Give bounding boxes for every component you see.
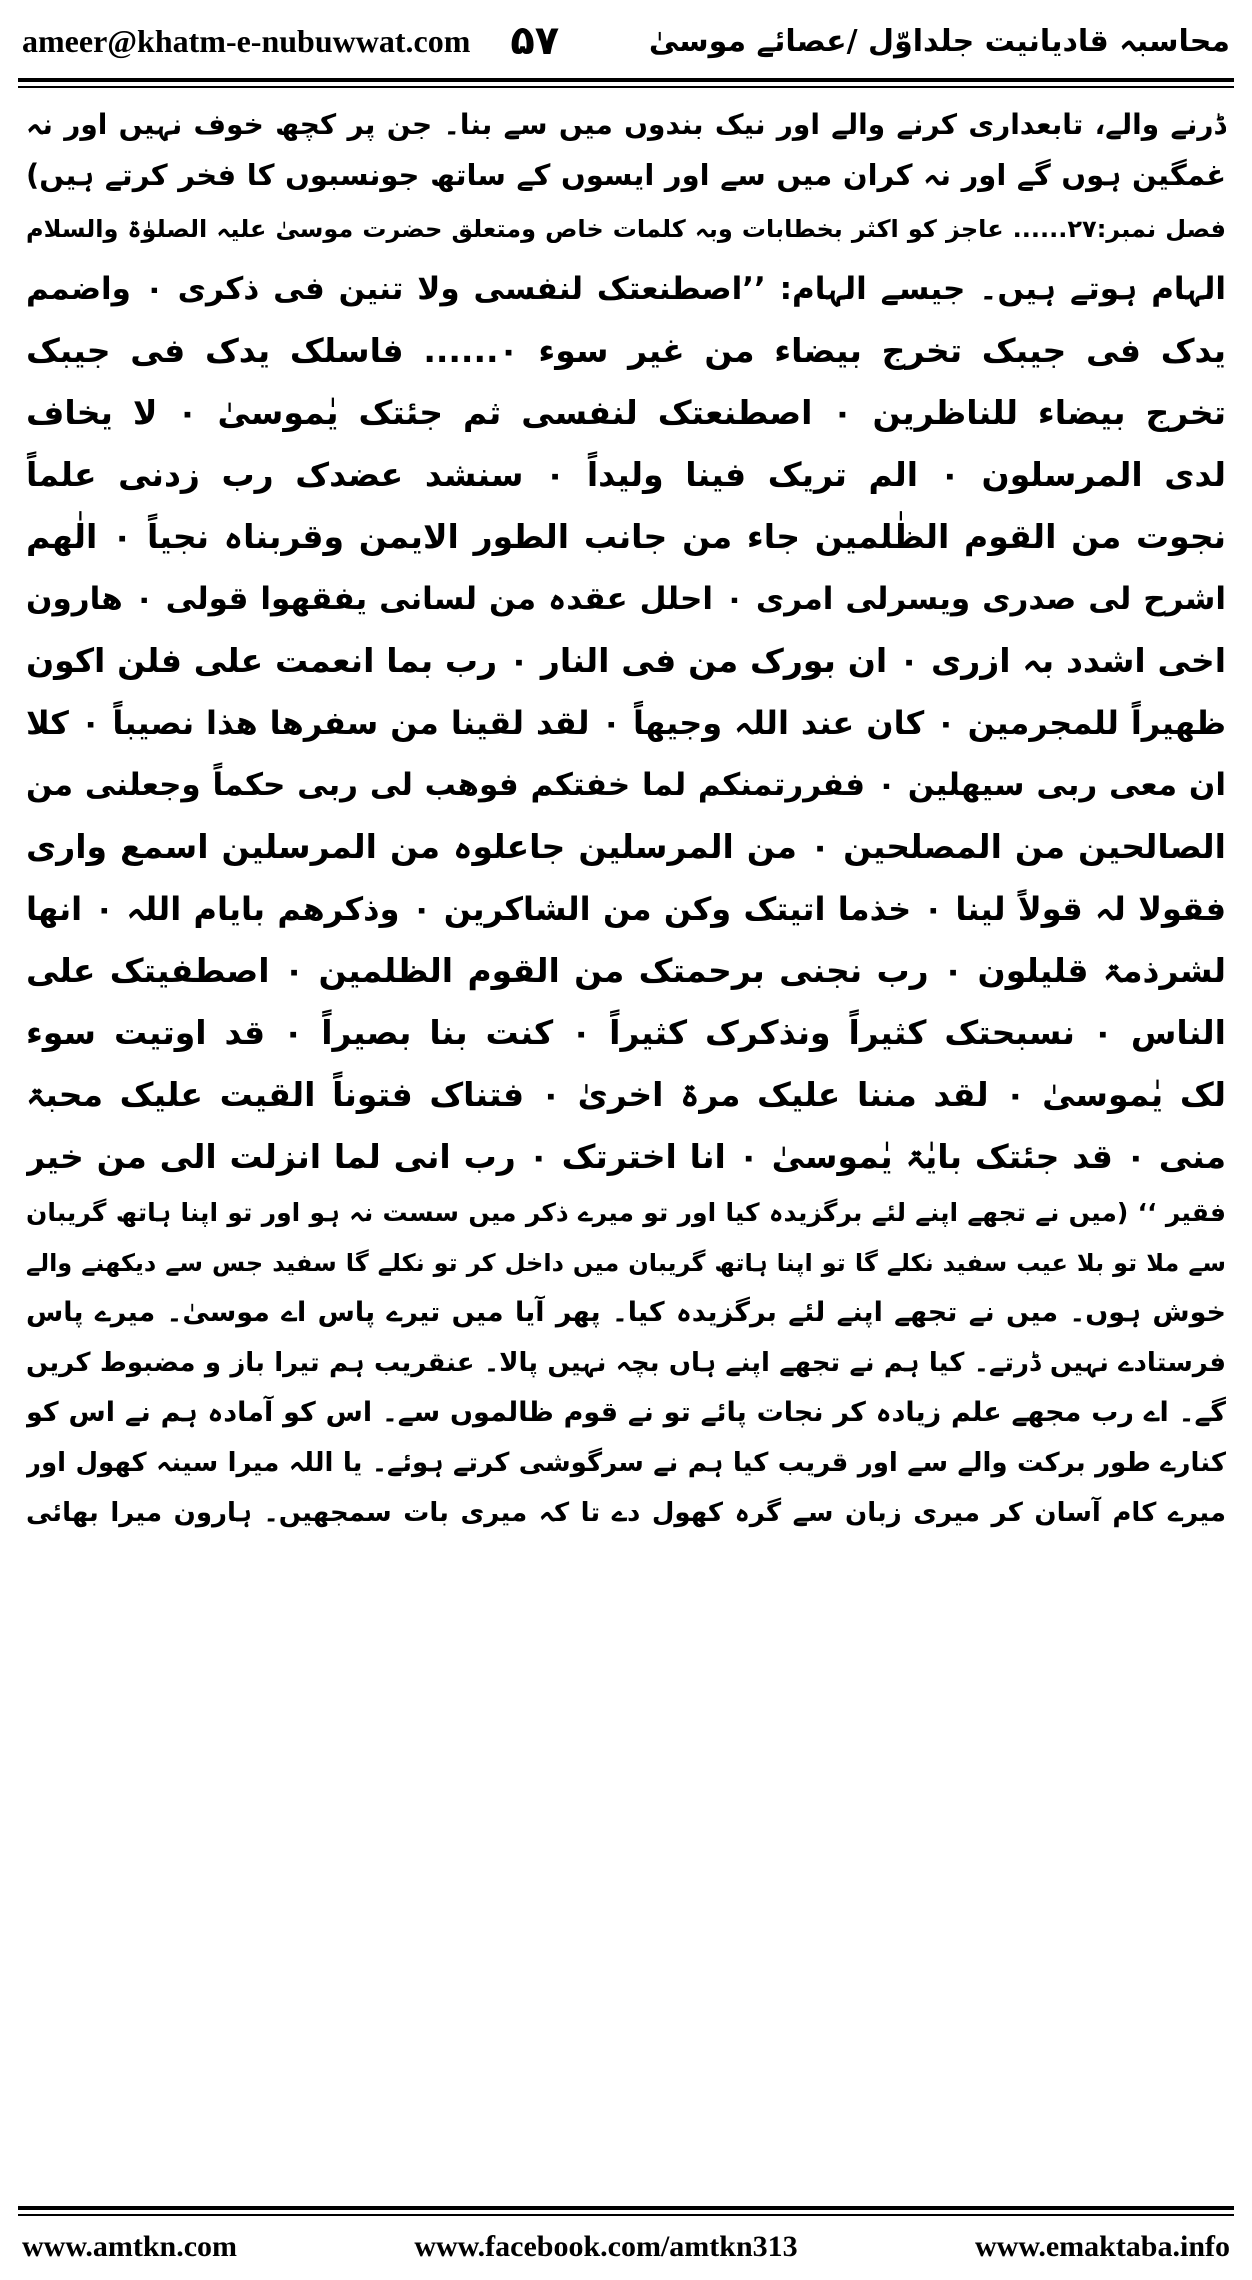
text-line: لک یٰموسیٰ ۰ لقد مننا علیک مرۃ اخریٰ ۰ فتناک فتوناً القیت علیک محبۃ	[26, 1075, 1226, 1114]
text-line: تخرج بیضاء للناظرین ۰ اصطنعتک لنفسی ثم جئتک یٰموسیٰ ۰ لا یخاف	[26, 393, 1226, 432]
text-line: منی ۰ قد جئتک بایٰۃ یٰموسیٰ ۰ انا اخترتک ۰ رب انی لما انزلت الی من خیر	[26, 1137, 1226, 1176]
footer-rule-thick	[18, 2206, 1234, 2210]
header-email: ameer@khatm-e-nubuwwat.com	[22, 22, 471, 59]
header-rule-thick	[18, 78, 1234, 82]
text-line: لشرذمۃ قلیلون ۰ رب نجنی برحمتک من القوم الظلمین ۰ اصطفیتک علی	[26, 951, 1226, 990]
text-line: الصالحین من المصلحین ۰ من المرسلین جاعلوہ من المرسلین اسمع واری	[26, 827, 1226, 866]
text-line: فقولا لہ قولاً لینا ۰ خذما اتیتک وکن من الشاکرین ۰ وذکرھم بایام اللہ ۰ انھا	[26, 890, 1226, 928]
text-line: ان معی ربی سیھلین ۰ ففررتمنکم لما خفتکم فوھب لی ربی حکماً وجعلنی من	[26, 767, 1226, 803]
text-line: کنارے طور برکت والے سے اور قریب کیا ہم نے سرگوشی کرتے ہوئے۔ یا اللہ میرا سینہ کھول اور	[26, 1448, 1226, 1478]
text-line: غمگین ہوں گے اور نہ کران میں سے اور ایسوں کے ساتھ جونسبوں کا فخر کرتے ہیں)	[26, 158, 1226, 192]
text-line: نجوت من القوم الظٰلمین جاء من جانب الطور الایمن وقربناہ نجیاً ۰ الٰھم	[26, 517, 1226, 556]
text-line: الناس ۰ نسبحتک کثیراً ونذکرک کثیراً ۰ کنت بنا بصیراً ۰ قد اوتیت سوء	[26, 1013, 1226, 1052]
header-rule-thin	[18, 86, 1234, 88]
text-line: لدی المرسلون ۰ الم تریک فینا ولیداً ۰ سنشد عضدک رب زدنی علماً	[26, 455, 1226, 494]
text-line: خوش ہوں۔ میں نے تجھے اپنے لئے برگزیدہ کیا۔ پھر آیا میں تیرے پاس اے موسیٰ۔ میرے پاس	[26, 1297, 1226, 1328]
footer-link-facebook: www.facebook.com/amtkn313	[414, 2230, 798, 2263]
page-number: ۵۷	[510, 18, 560, 64]
text-line: اخی اشدد بہ ازری ۰ ان بورک من فی النار ۰ رب بما انعمت علی فلن اکون	[26, 641, 1226, 680]
text-line: گے۔ اے رب مجھے علم زیادہ کر نجات پائے تو نے قوم ظالموں سے۔ اس کو آمادہ ہم نے اس کو	[26, 1397, 1226, 1428]
book-title: محاسبہ قادیانیت جلداوّل /عصائے موسیٰ	[648, 23, 1230, 59]
footer-rule-thin	[18, 2214, 1234, 2216]
text-line: اشرح لی صدری ویسرلی امری ۰ احلل عقدہ من لسانی یفقھوا قولی ۰ ھارون	[26, 581, 1226, 617]
text-line: ڈرنے والے، تابعداری کرنے والے اور نیک بندوں میں سے بنا۔ جن پر کچھ خوف نہیں اور نہ	[26, 108, 1226, 141]
footer-link-emaktaba: www.emaktaba.info	[974, 2230, 1230, 2263]
text-line: فقیر ‘‘ (میں نے تجھے اپنے لئے برگزیدہ کیا اور تو میرے ذکر میں سست نہ ہو اور تو اپنا ہاتھ گریبان	[26, 1198, 1226, 1227]
text-line: الہام ہوتے ہیں۔ جیسے الہام: ’’اصطنعتک لنفسی ولا تنین فی ذکری ۰ واضمم	[26, 271, 1226, 307]
text-line: میرے کام آسان کر میری زبان سے گرہ کھول دے تا کہ میری بات سمجھیں۔ ہارون میرا بھائی	[26, 1498, 1226, 1528]
page-footer	[22, 2222, 1230, 2272]
page-header	[22, 8, 1230, 74]
page-body-text	[26, 100, 1226, 1538]
text-line: ظھیراً للمجرمین ۰ کان عند اللہ وجیھاً ۰ لقد لقینا من سفرھا ھذا نصیباً ۰ کلا	[26, 704, 1226, 742]
text-line: فرستادے نہیں ڈرتے۔ کیا ہم نے تجھے اپنے ہاں بچہ نہیں پالا۔ عنقریب ہم تیرا باز و مضبوط کریں	[26, 1348, 1226, 1378]
text-line: سے ملا تو بلا عیب سفید نکلے گا تو اپنا ہاتھ گریبان میں داخل کر تو نکلے گا سفید جس سے دیکھنے والے	[26, 1249, 1226, 1277]
footer-link-amtkn: www.amtkn.com	[22, 2230, 237, 2263]
text-line: یدک فی جیبک تخرج بیضاء من غیر سوء ۰...... فاسلک یدک فی جیبک	[26, 331, 1226, 370]
text-line: فصل نمبر:۲۷...... عاجز کو اکثر بخطابات وبہ کلمات خاص ومتعلق حضرت موسیٰ علیہ الصلوٰۃ والسلام	[26, 215, 1226, 243]
